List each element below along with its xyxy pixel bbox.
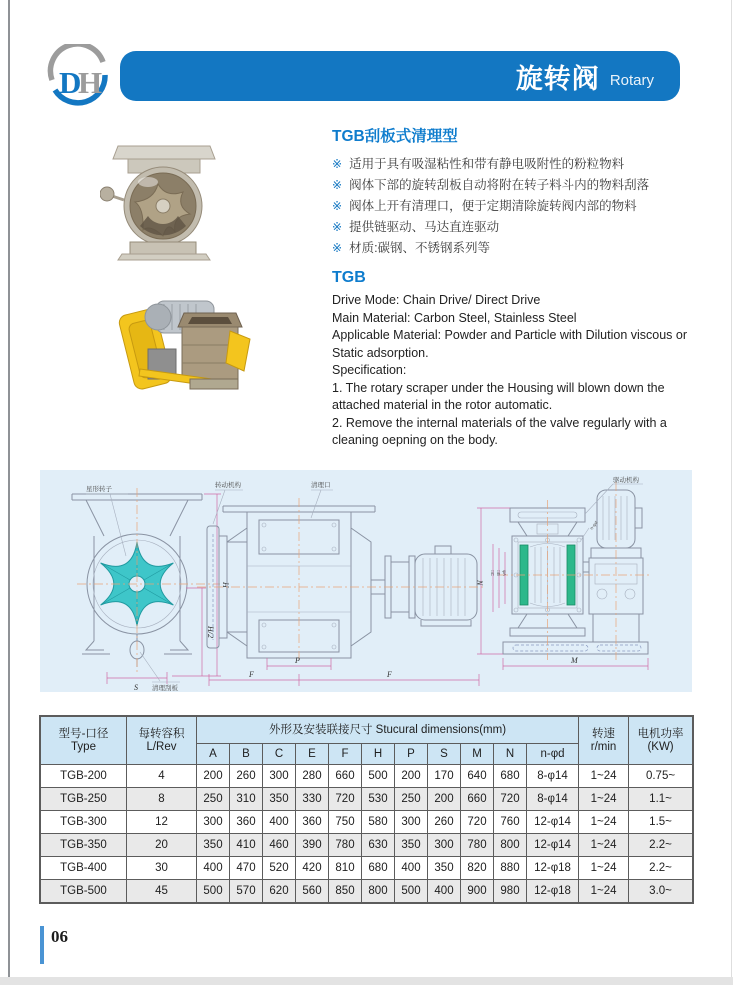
dim-col-header: n-φd xyxy=(527,744,579,765)
table-cell: 680 xyxy=(494,765,527,788)
spec-line: Specification: xyxy=(332,363,407,377)
page-footer xyxy=(40,926,68,964)
bullet-marker: ※ xyxy=(332,220,343,234)
spec-line: Main Material: Carbon Steel, Stainless Steel xyxy=(332,310,577,325)
dim-col-header: S xyxy=(428,744,461,765)
table-cell: 260 xyxy=(428,811,461,834)
photo-handle-knob xyxy=(100,187,114,201)
table-row xyxy=(41,765,693,788)
photo-chain-guard xyxy=(226,331,250,371)
scraper-callout: 清理刮板 xyxy=(152,685,178,692)
drive-unit-callout: 驱动机构 xyxy=(613,477,639,484)
table-cell: 1~24 xyxy=(579,811,629,834)
bullet-text: 阀体下部的旋转刮板自动将附在转子料斗内的物料刮落 xyxy=(349,178,650,192)
table-cell: 12 xyxy=(127,811,197,834)
table-cell: 850 xyxy=(329,880,362,903)
table-cell: 200 xyxy=(197,765,230,788)
table-cell: 45 xyxy=(127,880,197,903)
table-cell: 820 xyxy=(461,857,494,880)
table-cell: 570 xyxy=(230,880,263,903)
table-cell: 350 xyxy=(395,834,428,857)
en-section-heading: TGB xyxy=(332,269,366,286)
table-cell: 400 xyxy=(395,857,428,880)
dim-col-header: P xyxy=(395,744,428,765)
page-edge-right xyxy=(731,0,732,985)
table-cell: TGB-250 xyxy=(41,788,127,811)
table-cell: 1~24 xyxy=(579,788,629,811)
page-edge-left xyxy=(8,0,10,985)
dim-a-label: φA xyxy=(502,570,507,576)
table-cell: 1~24 xyxy=(579,880,629,903)
clean-port-callout: 清理口 xyxy=(311,482,331,489)
cn-section-heading: TGB刮板式清理型 xyxy=(332,128,458,145)
table-cell: TGB-500 xyxy=(41,880,127,903)
table-body xyxy=(41,765,693,903)
spec-line: 2. Remove the internal materials of the valve regularly with a cleaning oepning on the body. xyxy=(332,415,667,447)
table-cell: 470 xyxy=(230,857,263,880)
table-cell: 250 xyxy=(197,788,230,811)
technical-drawings-panel xyxy=(40,470,692,692)
table-cell: 300 xyxy=(263,765,296,788)
table-cell: TGB-200 xyxy=(41,765,127,788)
table-cell: 720 xyxy=(461,811,494,834)
table-cell: 200 xyxy=(428,788,461,811)
drive-mechanism-callout: 转动机构 xyxy=(215,482,241,489)
col-header-speed: 转速 r/min xyxy=(579,717,629,765)
table-cell: 500 xyxy=(395,880,428,903)
drive-view-drawing xyxy=(475,475,650,670)
table-cell: 660 xyxy=(329,765,362,788)
banner-title-en: Rotary xyxy=(609,71,654,89)
table-cell: 12-φ14 xyxy=(527,811,579,834)
table-cell: 8-φ14 xyxy=(527,765,579,788)
table-cell: 360 xyxy=(230,811,263,834)
table-cell: 3.0~ xyxy=(629,880,693,903)
table-cell: 800 xyxy=(362,880,395,903)
table-cell: 400 xyxy=(428,880,461,903)
table-cell: 1.1~ xyxy=(629,788,693,811)
spec-line: Drive Mode: Chain Drive/ Direct Drive xyxy=(332,293,541,307)
table-cell: 560 xyxy=(296,880,329,903)
dim-col-header: N xyxy=(494,744,527,765)
table-cell: 260 xyxy=(230,765,263,788)
table-row xyxy=(41,834,693,857)
front-view-drawing xyxy=(72,484,230,692)
table-cell: 350 xyxy=(197,834,230,857)
dim-half-h-label: H/2 xyxy=(206,626,215,638)
dim-col-header: M xyxy=(461,744,494,765)
bullet-item xyxy=(332,175,704,196)
dim-p-label: P xyxy=(295,656,300,665)
table-cell: 720 xyxy=(329,788,362,811)
table-row xyxy=(41,880,693,903)
table-cell: 900 xyxy=(461,880,494,903)
table-cell: 350 xyxy=(428,857,461,880)
spec-text-block xyxy=(332,292,704,450)
table-cell: 1~24 xyxy=(579,765,629,788)
table-cell: 8-φ14 xyxy=(527,788,579,811)
banner-title-cn: 旋转阀 xyxy=(515,63,600,94)
dim-col-header: B xyxy=(230,744,263,765)
table-cell: 330 xyxy=(296,788,329,811)
table-cell: 300 xyxy=(428,834,461,857)
description-column xyxy=(332,124,704,450)
bullet-marker: ※ xyxy=(332,241,343,255)
table-cell: 1.5~ xyxy=(629,811,693,834)
spec-line: 1. The rotary scraper under the Housing will blown down the attached material in the rotor automatic. xyxy=(332,380,665,412)
table-cell: 12-φ18 xyxy=(527,857,579,880)
page-edge-bottom xyxy=(0,977,733,985)
dh-logo xyxy=(46,44,112,106)
bullet-text: 阀体上开有清理口，便于定期清除旋转阀内部的物料 xyxy=(349,199,637,213)
table-cell: 580 xyxy=(362,811,395,834)
col-header-dimensions: 外形及安装联接尺寸 Stucural dimensions(mm) xyxy=(197,717,579,744)
table-cell: 520 xyxy=(263,857,296,880)
bullet-text: 材质:碳钢、不锈钢系列等 xyxy=(349,241,491,255)
table-cell: 810 xyxy=(329,857,362,880)
bullet-item xyxy=(332,154,704,175)
section-banner xyxy=(120,51,680,101)
bullet-item xyxy=(332,238,704,259)
table-cell: TGB-400 xyxy=(41,857,127,880)
table-cell: 780 xyxy=(329,834,362,857)
table-cell: 8 xyxy=(127,788,197,811)
table-cell: 400 xyxy=(197,857,230,880)
table-cell: 250 xyxy=(395,788,428,811)
col-header-volume: 每转容积 L/Rev xyxy=(127,717,197,765)
bullet-marker: ※ xyxy=(332,178,343,192)
table-cell: 1~24 xyxy=(579,857,629,880)
table-cell: 500 xyxy=(362,765,395,788)
table-cell: 200 xyxy=(395,765,428,788)
bullet-item xyxy=(332,196,704,217)
side-view-drawing xyxy=(197,480,485,686)
table-cell: 460 xyxy=(263,834,296,857)
dim-n-label: N xyxy=(475,580,484,586)
table-cell: 720 xyxy=(494,788,527,811)
table-cell: 750 xyxy=(329,811,362,834)
table-cell: 530 xyxy=(362,788,395,811)
table-cell: 2.2~ xyxy=(629,857,693,880)
table-cell: 12-φ18 xyxy=(527,880,579,903)
table-row xyxy=(41,857,693,880)
bullet-marker: ※ xyxy=(332,157,343,171)
page-number: 06 xyxy=(51,927,68,946)
bullet-item xyxy=(332,217,704,238)
table-cell: 680 xyxy=(362,857,395,880)
dim-col-header: F xyxy=(329,744,362,765)
table-row xyxy=(41,811,693,834)
logo-letter-h: H xyxy=(78,65,103,100)
bolt-pattern-callout: n-φd xyxy=(588,520,599,531)
product-photo-drive-valve xyxy=(116,293,254,395)
dim-b-label: □B xyxy=(496,570,501,576)
dim-h-label: H xyxy=(221,582,230,588)
table-cell: 280 xyxy=(296,765,329,788)
table-cell: 400 xyxy=(263,811,296,834)
table-cell: 500 xyxy=(197,880,230,903)
table-cell: 20 xyxy=(127,834,197,857)
table-cell: 360 xyxy=(296,811,329,834)
table-cell: 30 xyxy=(127,857,197,880)
product-photo-open-valve xyxy=(100,142,228,264)
table-cell: 780 xyxy=(461,834,494,857)
table-cell: TGB-300 xyxy=(41,811,127,834)
table-cell: 390 xyxy=(296,834,329,857)
table-cell: 760 xyxy=(494,811,527,834)
dim-col-header: E xyxy=(296,744,329,765)
table-cell: 12-φ14 xyxy=(527,834,579,857)
table-cell: 800 xyxy=(494,834,527,857)
table-cell: 170 xyxy=(428,765,461,788)
dim-col-header: A xyxy=(197,744,230,765)
table-cell: 1~24 xyxy=(579,834,629,857)
table-cell: 420 xyxy=(296,857,329,880)
dimensions-table xyxy=(40,716,693,903)
table-cell: 660 xyxy=(461,788,494,811)
dim-col-header: C xyxy=(263,744,296,765)
bullet-text: 提供链驱动、马达直连驱动 xyxy=(349,220,500,234)
table-cell: 410 xyxy=(230,834,263,857)
rotor-callout: 星形转子 xyxy=(86,486,112,493)
logo-letter-d: D xyxy=(59,65,82,100)
table-cell: 640 xyxy=(461,765,494,788)
dim-s-label: S xyxy=(134,683,138,692)
feature-bullet-list xyxy=(332,154,704,259)
col-header-type: 型号-口径 Type xyxy=(41,717,127,765)
dim-c-label: □C xyxy=(490,570,495,576)
bullet-text: 适用于具有吸湿粘性和带有静电吸附性的粉粒物料 xyxy=(349,157,625,171)
spec-line: Applicable Material: Powder and Particle with Dilution viscous or Static adsorption. xyxy=(332,328,688,360)
footer-accent-bar xyxy=(40,926,44,964)
table-cell: 300 xyxy=(197,811,230,834)
table-cell: 300 xyxy=(395,811,428,834)
table-cell: 980 xyxy=(494,880,527,903)
dim-f-left-label: F xyxy=(249,670,254,679)
dim-f-right-label: F xyxy=(387,670,392,679)
table-cell: 620 xyxy=(263,880,296,903)
table-cell: 2.2~ xyxy=(629,834,693,857)
table-cell: TGB-350 xyxy=(41,834,127,857)
bullet-marker: ※ xyxy=(332,199,343,213)
table-cell: 4 xyxy=(127,765,197,788)
table-cell: 880 xyxy=(494,857,527,880)
table-cell: 310 xyxy=(230,788,263,811)
table-cell: 350 xyxy=(263,788,296,811)
table-cell: 0.75~ xyxy=(629,765,693,788)
dim-m-label: M xyxy=(571,656,578,665)
dim-col-header: H xyxy=(362,744,395,765)
table-row xyxy=(41,788,693,811)
col-header-power: 电机功率 (KW) xyxy=(629,717,693,765)
table-cell: 630 xyxy=(362,834,395,857)
